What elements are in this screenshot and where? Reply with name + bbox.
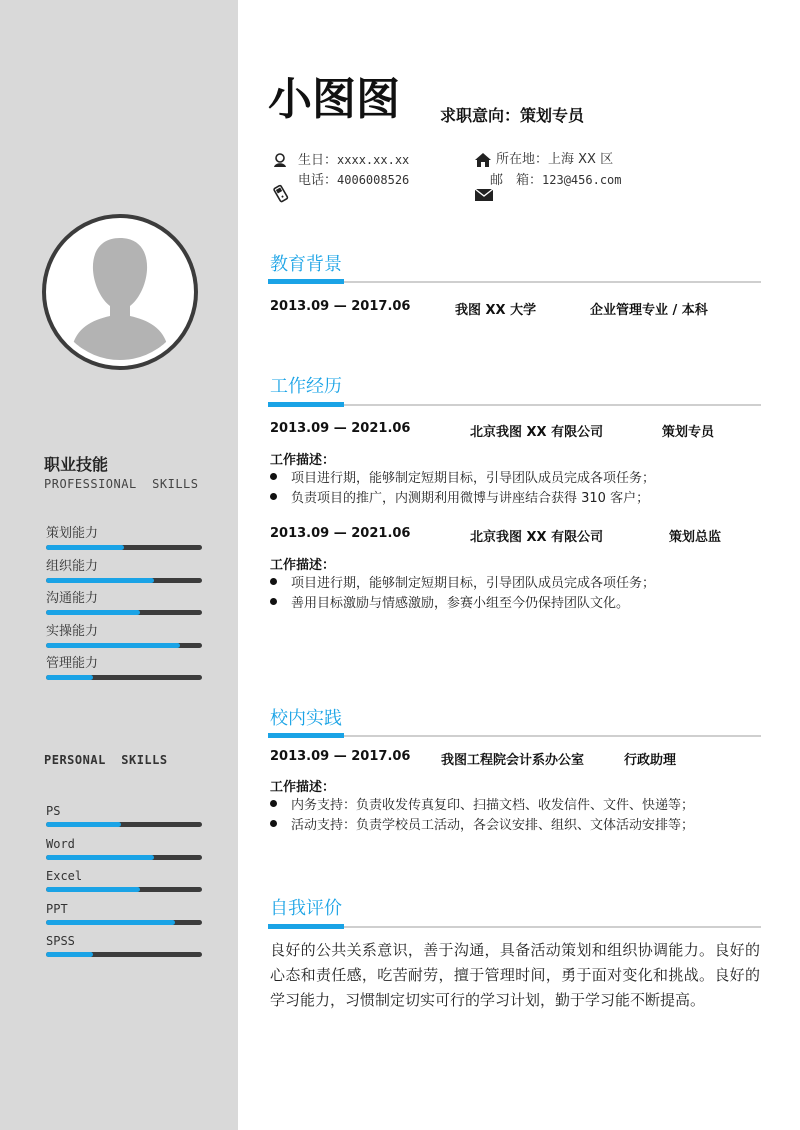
skill-item bbox=[46, 656, 202, 680]
skill-item bbox=[46, 836, 202, 860]
education-major: 企业管理专业 / 本科 bbox=[590, 303, 708, 318]
skill-label: 策划能力 bbox=[46, 526, 99, 541]
education-school: 我图 XX 大学 bbox=[455, 303, 537, 318]
bullet-text: 项目进行期，能够制定短期目标，引导团队成员完成各项任务； bbox=[291, 576, 656, 591]
job-desc-title: 工作描述： bbox=[270, 558, 336, 573]
job-bullet bbox=[270, 592, 629, 611]
bullet-text: 项目进行期，能够制定短期目标，引导团队成员完成各项任务； bbox=[291, 471, 656, 486]
work-accent bbox=[268, 402, 344, 407]
skill-item bbox=[46, 591, 202, 615]
skill-level-bar bbox=[46, 822, 202, 827]
skill-item bbox=[46, 559, 202, 583]
phone-label: 电话： bbox=[298, 173, 338, 188]
skill-label: PPT bbox=[46, 901, 68, 916]
candidate-name: 小图图 bbox=[268, 74, 400, 125]
skill-level-bar bbox=[46, 887, 202, 892]
skill-label: 实操能力 bbox=[46, 623, 99, 639]
job-desc-title: 工作描述： bbox=[270, 453, 336, 468]
job-bullet bbox=[270, 572, 655, 591]
job-role: 策划专员 bbox=[662, 425, 715, 440]
home-icon bbox=[474, 152, 492, 168]
bullet-dot bbox=[270, 598, 277, 605]
skill-level-fill bbox=[46, 610, 140, 615]
skill-label: Word bbox=[46, 836, 75, 851]
self-accent bbox=[268, 924, 344, 929]
education-period: 2013.09 — 2017.06 bbox=[270, 299, 411, 314]
email-info bbox=[490, 170, 622, 191]
campus-bullet bbox=[270, 794, 694, 813]
skill-label: SPSS bbox=[46, 934, 75, 948]
skill-level-fill bbox=[46, 643, 180, 648]
self-evaluation-text: 良好的公共关系意识，善于沟通，具备活动策划和组织协调能力。良好的心态和责任感，吃苦耐劳，擅于管理时间，勇于面对变化和挑战。良好的学习能力，习惯制定切实可行的学习计划，勤于学习能不断提高。 bbox=[270, 941, 760, 1009]
education-accent bbox=[268, 279, 344, 284]
birth-label: 生日： bbox=[298, 153, 338, 168]
skill-item bbox=[46, 624, 202, 648]
avatar bbox=[42, 214, 198, 370]
skill-level-fill bbox=[46, 545, 124, 550]
phone-value: 4006008526 bbox=[337, 173, 410, 187]
bullet-text: 善用目标激励与情感激励，参赛小组至今仍保持团队文化。 bbox=[291, 596, 630, 611]
bullet-text: 内务支持：负责收发传真复印、扫描文档、收发信件、文件、快递等； bbox=[291, 798, 695, 813]
avatar-placeholder bbox=[52, 224, 188, 360]
job-company: 北京我图 XX 有限公司 bbox=[470, 425, 604, 440]
job-role: 策划总监 bbox=[669, 530, 722, 545]
skill-level-bar bbox=[46, 643, 202, 648]
skill-level-bar bbox=[46, 578, 202, 583]
email-label: 邮 箱： bbox=[490, 173, 543, 188]
skill-label: 沟通能力 bbox=[46, 591, 99, 606]
skill-level-fill bbox=[46, 578, 154, 583]
campus-org: 我图工程院会计系办公室 bbox=[441, 753, 585, 768]
skill-level-fill bbox=[46, 920, 175, 925]
job-period: 2013.09 — 2021.06 bbox=[270, 421, 411, 436]
skill-level-bar bbox=[46, 920, 202, 925]
skill-level-bar bbox=[46, 545, 202, 550]
skill-item bbox=[46, 901, 202, 925]
skill-label: 管理能力 bbox=[46, 656, 99, 671]
bullet-dot bbox=[270, 578, 277, 585]
campus-period: 2013.09 — 2017.06 bbox=[270, 749, 411, 764]
job-intent: 求职意向：策划专员 bbox=[440, 106, 585, 125]
job-company: 北京我图 XX 有限公司 bbox=[470, 530, 604, 545]
skill-level-bar bbox=[46, 675, 202, 680]
skill-level-fill bbox=[46, 855, 154, 860]
email-value: 123@456.com bbox=[542, 173, 622, 187]
skills-title: 职业技能 bbox=[44, 455, 109, 474]
job-bullet bbox=[270, 467, 655, 486]
skill-item bbox=[46, 933, 202, 957]
personal-skills-title: PERSONAL SKILLS bbox=[44, 753, 168, 767]
education-title: 教育背景 bbox=[270, 254, 342, 275]
skill-level-bar bbox=[46, 952, 202, 957]
campus-title: 校内实践 bbox=[270, 708, 342, 729]
bullet-text: 活动支持：负责学校员工活动，各会议安排、组织、文体活动安排等； bbox=[291, 818, 695, 833]
skill-level-bar bbox=[46, 855, 202, 860]
bullet-dot bbox=[270, 473, 277, 480]
birth-info bbox=[298, 150, 409, 171]
skill-item bbox=[46, 526, 202, 550]
skill-label: 组织能力 bbox=[46, 558, 99, 574]
self-title: 自我评价 bbox=[270, 898, 342, 919]
campus-desc-title: 工作描述： bbox=[270, 780, 336, 795]
job-bullet bbox=[270, 487, 649, 506]
skill-level-bar bbox=[46, 610, 202, 615]
skill-item bbox=[46, 803, 202, 827]
bullet-dot bbox=[270, 493, 277, 500]
skill-item bbox=[46, 868, 202, 892]
skill-level-fill bbox=[46, 952, 93, 957]
skill-level-fill bbox=[46, 822, 121, 827]
campus-accent bbox=[268, 733, 344, 738]
sidebar bbox=[0, 0, 238, 1130]
bullet-text: 负责项目的推广，内测期利用微博与讲座结合获得 310 客户； bbox=[291, 491, 650, 506]
work-title: 工作经历 bbox=[270, 376, 342, 397]
location-info: 所在地：上海 XX 区 bbox=[496, 152, 614, 167]
bullet-dot bbox=[270, 820, 277, 827]
bullet-dot bbox=[270, 800, 277, 807]
job-period: 2013.09 — 2021.06 bbox=[270, 526, 411, 541]
user-icon bbox=[272, 152, 288, 168]
skills-subtitle: PROFESSIONAL SKILLS bbox=[44, 477, 199, 491]
skill-level-fill bbox=[46, 675, 93, 680]
skill-label: PS bbox=[46, 804, 61, 818]
birth-value: xxxx.xx.xx bbox=[337, 153, 410, 167]
skill-label: Excel bbox=[46, 869, 83, 883]
mobile-phone-icon bbox=[272, 184, 290, 204]
skill-level-fill bbox=[46, 887, 140, 892]
phone-info bbox=[298, 170, 409, 191]
person-silhouette-icon bbox=[52, 224, 188, 360]
campus-bullet bbox=[270, 814, 694, 833]
campus-role: 行政助理 bbox=[624, 753, 677, 768]
